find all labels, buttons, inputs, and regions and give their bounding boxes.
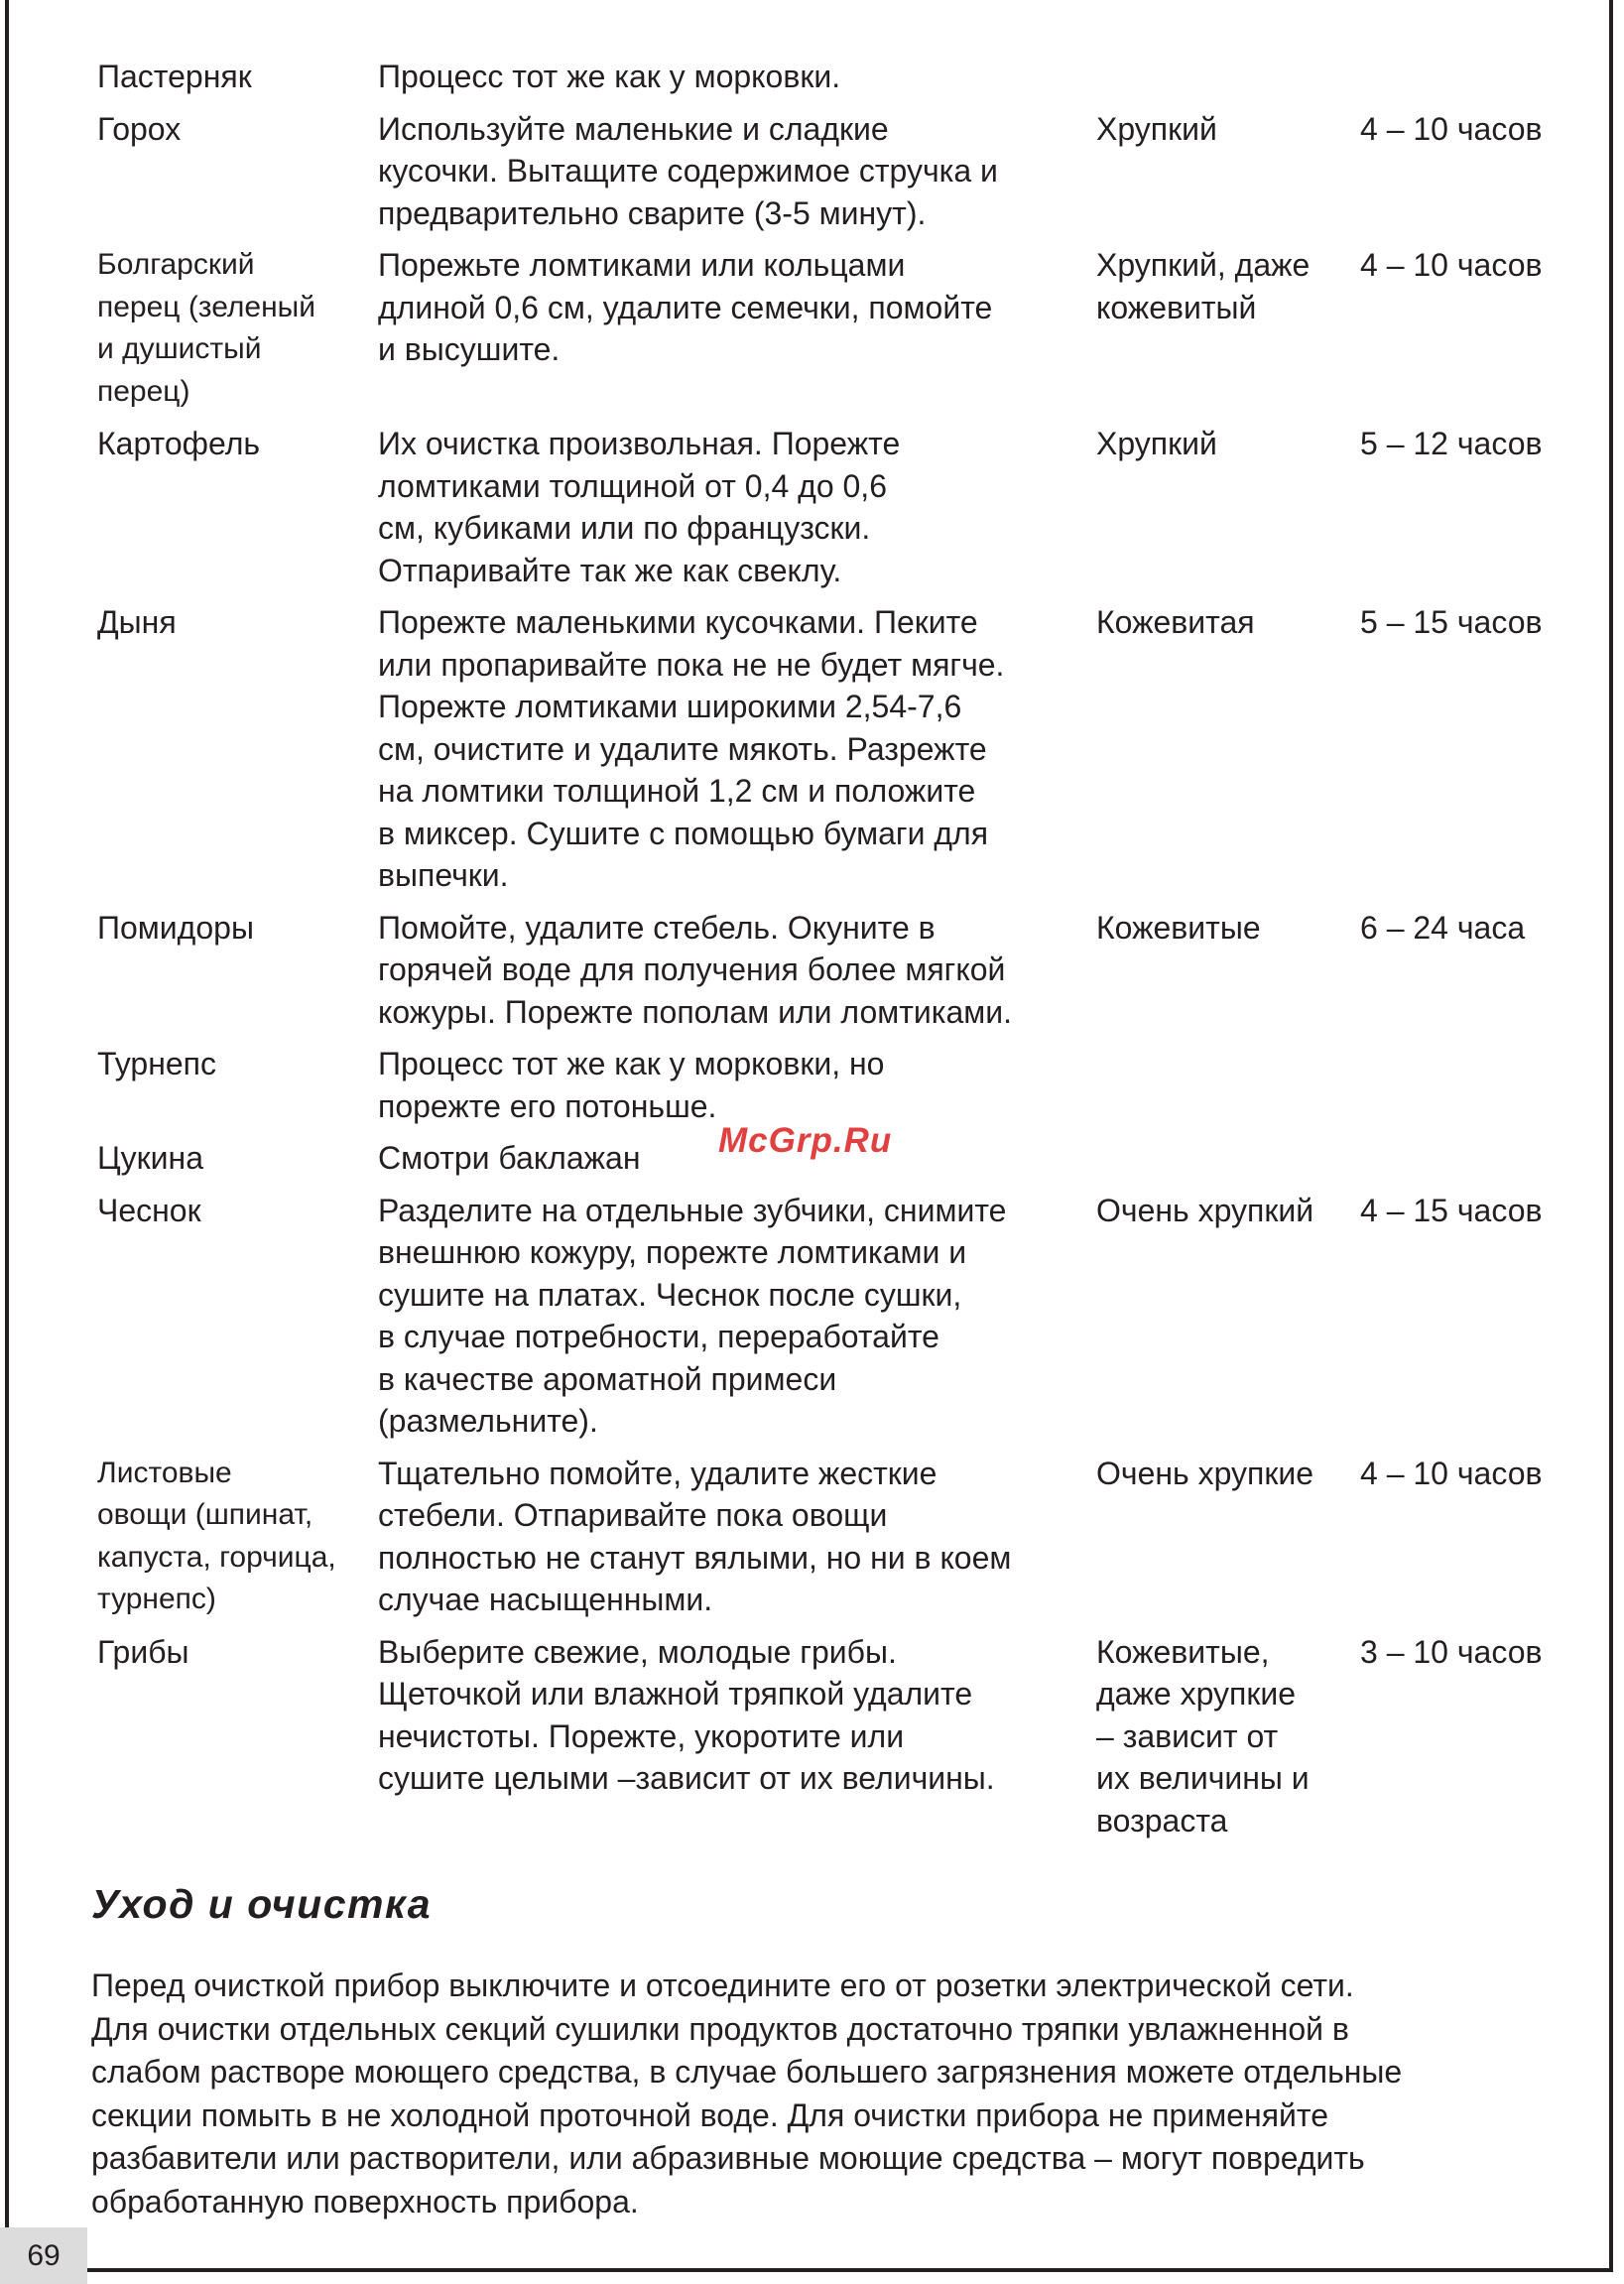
text-line: сушите целыми –зависит от их величины. [378,1760,995,1796]
text-line: выпечки. [378,857,509,893]
text-line: 5 – 15 часов [1360,604,1543,640]
paragraph-line: слабом растворе моющего средства, в случае большего загрязнения можете отдельные [91,2054,1403,2090]
text-line: Чеснок [97,1192,201,1228]
result-texture-cell [1096,244,1360,423]
text-line: см, кубиками или по французски. [378,510,871,546]
drying-time-cell [1360,1043,1565,1137]
paragraph-line: разбавители или растворители, или абразивные моющие средства – могут повредить [91,2140,1365,2176]
text-line: Турнепс [97,1046,216,1081]
text-line: (размельните). [378,1403,598,1439]
vegetable-name-cell [97,907,378,1044]
text-line: Грибы [97,1633,189,1670]
text-line: нечистоты. Порежте, укоротите или [378,1717,905,1754]
text-line: Выберите свежие, молодые грибы. [378,1633,897,1670]
drying-time-cell [1360,907,1565,1044]
text-line: 6 – 24 часа [1360,909,1526,946]
text-line: Очень хрупкий [1096,1192,1314,1228]
text-line: Хрупкий, даже [1096,247,1311,283]
text-line: Процесс тот же как у морковки. [378,59,841,94]
text-line: 3 – 10 часов [1360,1633,1543,1670]
text-line: их величины и [1096,1760,1310,1796]
table-row [97,244,1565,423]
text-line: и высушите. [378,331,561,367]
table-row [97,1631,1565,1852]
vegetable-name-cell [97,423,378,601]
table-body [97,56,1565,1851]
text-line: Горох [97,110,182,147]
text-line: Листовые [97,1456,232,1489]
result-texture-cell [1096,1453,1360,1631]
text-line: 4 – 15 часов [1360,1192,1543,1228]
text-line: Картофель [97,426,261,461]
section-body [91,1965,1579,2223]
text-line: Процесс тот же как у морковки, но [378,1046,885,1081]
text-line: Смотри баклажан [378,1140,641,1176]
text-line: перец (зеленый [97,290,315,323]
text-line: случае насыщенными. [378,1582,713,1617]
text-line: стебели. Отпаривайте пока овощи [378,1497,888,1533]
text-line: – зависит от [1096,1717,1279,1754]
vegetable-name-cell [97,244,378,423]
drying-time-cell [1360,244,1565,423]
text-line: см, очистите и удалите мякоть. Разрежте [378,730,987,767]
text-line: порежте его потоньше. [378,1087,717,1124]
text-line: Их очистка произвольная. Порежте [378,426,901,461]
text-line: даже хрупкие [1096,1676,1296,1712]
text-line: овощи (шпинат, [97,1498,313,1531]
drying-time-cell [1360,1190,1565,1453]
text-line: на ломтики толщиной 1,2 см и положите [378,773,976,809]
text-line: Щеточкой или влажной тряпкой удалите [378,1676,973,1712]
vegetable-name-cell [97,1137,378,1190]
text-line: в качестве ароматной примеси [378,1360,837,1397]
text-line: капуста, горчица, [97,1540,336,1574]
vegetable-name-cell [97,1043,378,1137]
text-line: в случае потребности, переработайте [378,1319,939,1354]
text-line: и душистый [97,332,262,365]
drying-time-cell [1360,423,1565,601]
text-line: Отпаривайте так же как свеклу. [378,552,842,588]
preparation-cell [378,423,1096,601]
text-line: горячей воде для получения более мягкой [378,952,1006,987]
preparation-cell [378,907,1096,1044]
table-row [97,907,1565,1044]
result-texture-cell [1096,1190,1360,1453]
text-line: кожевитый [1096,289,1257,325]
drying-time-cell [1360,1453,1565,1631]
text-line: внешнюю кожуру, порежте ломтиками и [378,1234,967,1270]
text-line: перец) [97,374,190,408]
text-line: турнепс) [97,1583,216,1615]
vegetable-name-cell [97,1190,378,1453]
text-line: Порежте ломтиками широкими 2,54-7,6 [378,689,962,724]
text-line: 5 – 12 часов [1360,426,1543,461]
result-texture-cell [1096,56,1360,108]
vegetable-name-cell [97,108,378,245]
text-line: Дыня [97,604,177,640]
result-texture-cell [1096,1043,1360,1137]
table-row [97,423,1565,601]
text-line: сушите на платах. Чеснок после сушки, [378,1276,962,1313]
text-line: предварительно сварите (3-5 минут). [378,194,927,231]
paragraph-line: секции помыть в не холодной проточной воде. Для очистки прибора не применяйте [91,2096,1328,2133]
text-line: Помойте, удалите стебель. Окуните в [378,909,936,946]
text-line: 4 – 10 часов [1360,1455,1543,1491]
text-line: Порежьте ломтиками или кольцами [378,247,906,283]
text-line: Помидоры [97,909,254,946]
drying-time-cell [1360,601,1565,907]
text-line: Хрупкий [1096,426,1217,461]
drying-time-cell [1360,56,1565,108]
drying-time-cell [1360,108,1565,245]
preparation-cell [378,56,1096,108]
paragraph-line: Перед очисткой прибор выключите и отсоедините его от розетки электрической сети. [91,1967,1354,2003]
text-line: или пропаривайте пока не не будет мягче. [378,646,1005,683]
text-line: Кожевитые, [1096,1633,1270,1670]
text-line: кожуры. Порежте пополам или ломтиками. [378,993,1013,1030]
text-line: 4 – 10 часов [1360,247,1543,283]
text-line: кусочки. Вытащите содержимое стручка и [378,153,998,189]
page-number: 69 [0,2227,87,2284]
text-line: ломтиками толщиной от 0,4 до 0,6 [378,467,887,504]
section-title: Уход и очистка [91,1881,433,1927]
paragraph-line: обработанную поверхность прибора. [91,2183,639,2220]
preparation-cell [378,1190,1096,1453]
preparation-cell [378,108,1096,245]
result-texture-cell [1096,907,1360,1044]
result-texture-cell [1096,601,1360,907]
text-line: полностью не станут вялыми, но ни в коем [378,1539,1012,1576]
text-line: Тщательно помойте, удалите жесткие [378,1455,937,1491]
text-line: Кожевитая [1096,604,1255,640]
vegetable-drying-table [97,56,1565,1851]
result-texture-cell [1096,1631,1360,1852]
text-line: Хрупкий [1096,110,1217,147]
paragraph-line: Для очистки отдельных секций сушилки продуктов достаточно тряпки увлажненной в [91,2010,1349,2047]
result-texture-cell [1096,108,1360,245]
text-line: Разделите на отдельные зубчики, снимите [378,1192,1007,1228]
preparation-cell [378,1631,1096,1852]
drying-time-cell [1360,1631,1565,1852]
preparation-cell [378,244,1096,423]
result-texture-cell [1096,1137,1360,1190]
text-line: возраста [1096,1802,1228,1839]
text-line: Порежте маленькими кусочками. Пеките [378,604,978,640]
table-row [97,108,1565,245]
text-line: Болгарский [97,248,255,281]
text-line: 4 – 10 часов [1360,110,1543,147]
text-line: Используйте маленькие и сладкие [378,110,889,147]
watermark: McGrp.Ru [718,1121,893,1160]
vegetable-name-cell [97,1631,378,1852]
result-texture-cell [1096,423,1360,601]
preparation-cell [378,601,1096,907]
table-row [97,601,1565,907]
table-row [97,1453,1565,1631]
preparation-cell [378,1453,1096,1631]
vegetable-name-cell [97,56,378,108]
text-line: Кожевитые [1096,909,1261,946]
text-line: Очень хрупкие [1096,1455,1314,1491]
text-line: Пастерняк [97,59,252,94]
table-row [97,1190,1565,1453]
text-line: длиной 0,6 см, удалите семечки, помойте [378,289,993,325]
table-row [97,56,1565,108]
drying-time-cell [1360,1137,1565,1190]
vegetable-name-cell [97,1453,378,1631]
text-line: Цукина [97,1140,204,1176]
vegetable-name-cell [97,601,378,907]
text-line: в миксер. Сушите с помощью бумаги для [378,815,989,851]
